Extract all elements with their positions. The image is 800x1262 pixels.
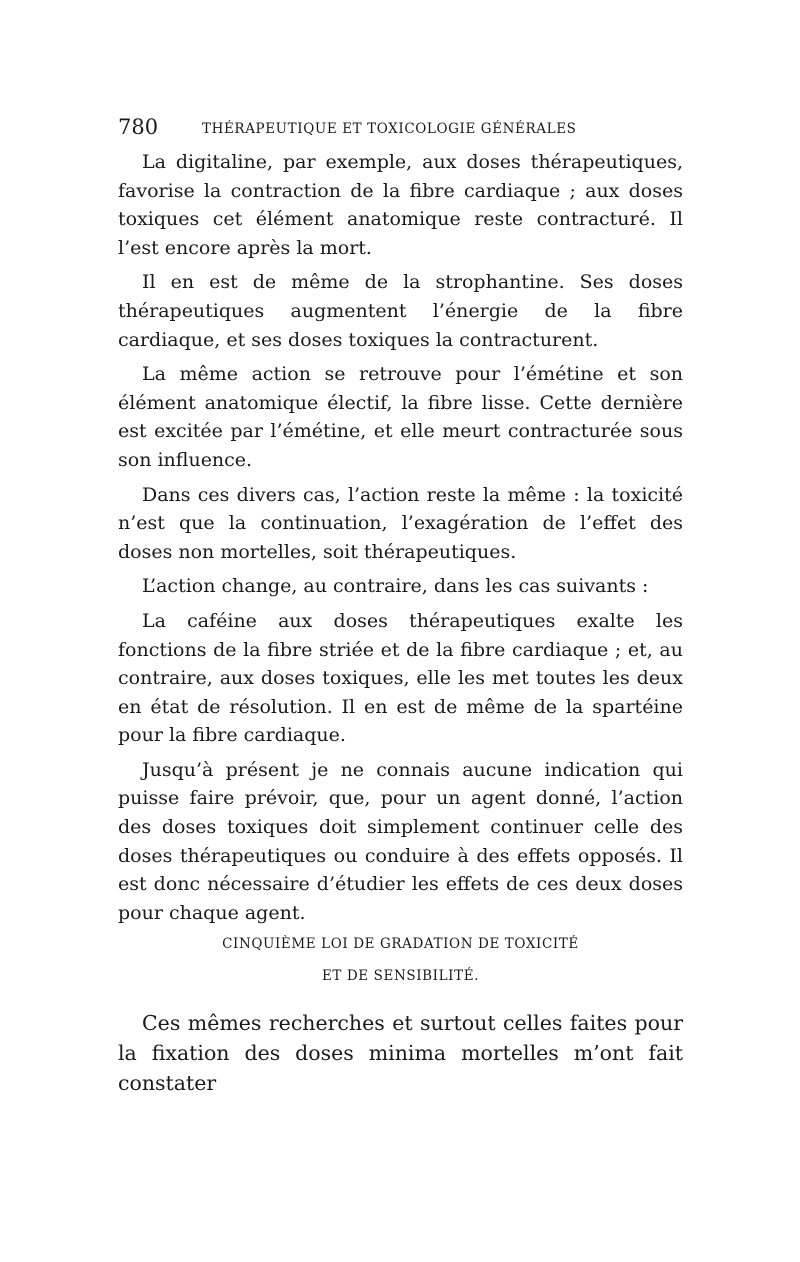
body-text bbox=[118, 148, 683, 933]
section-heading-line-1: CINQUIÈME LOI DE GRADATION DE TOXICITÉ bbox=[222, 936, 579, 952]
paragraph-ces-memes-recherches: Ces mêmes recherches et surtout celles faites pour la fixation des doses minima mortelles m’ont fait constater bbox=[118, 1011, 683, 1095]
running-title: THÉRAPEUTIQUE ET TOXICOLOGIE GÉNÉRALES bbox=[202, 121, 577, 137]
section-heading-line-2: ET DE SENSIBILITÉ. bbox=[321, 968, 480, 984]
running-head bbox=[118, 112, 683, 142]
closing-text bbox=[118, 1008, 683, 1104]
section-heading bbox=[118, 928, 683, 992]
paragraph-jusqua-present: Jusqu’à présent je ne connais aucune indication qui puisse faire prévoir, que, pour un agent donné, l’action des doses toxiques doit simplement continuer celle des doses thérapeutiques ou conduire à des effets opposés. Il est donc nécessaire d’étudier les effets de ces deux doses pour chaque agent. bbox=[118, 758, 683, 924]
paragraph-action-change: L’action change, au contraire, dans les cas suivants : bbox=[142, 575, 649, 598]
paragraph-strophantine: Il en est de même de la strophantine. Ses doses thérapeutiques augmentent l’énergie de la fibre cardiaque, et ses doses toxiques la contracturent. bbox=[118, 271, 683, 351]
paragraph-emetine: La même action se retrouve pour l’émétine et son élément anatomique électif, la fibre lisse. Cette dernière est excitée par l’émétine, et elle meurt contracturée sous son influence. bbox=[118, 363, 683, 471]
page-number: 780 bbox=[118, 115, 159, 139]
paragraph-divers-cas: Dans ces divers cas, l’action reste la même : la toxicité n’est que la continuation, l’exagération de l’effet des doses non mortelles, soit thérapeutiques. bbox=[118, 483, 683, 563]
paragraph-digitaline: La digitaline, par exemple, aux doses thérapeutiques, favorise la contraction de la fibre cardiaque ; aux doses toxiques cet élément anatomique reste contracturé. Il l’est encore après la mort. bbox=[118, 151, 683, 259]
paragraph-cafeine: La caféine aux doses thérapeutiques exalte les fonctions de la fibre striée et de la fibre cardiaque ; et, au contraire, aux doses toxiques, elle les met toutes les deux en état de résolution. Il en est de même de la spartéine pour la fibre cardiaque. bbox=[118, 609, 683, 747]
